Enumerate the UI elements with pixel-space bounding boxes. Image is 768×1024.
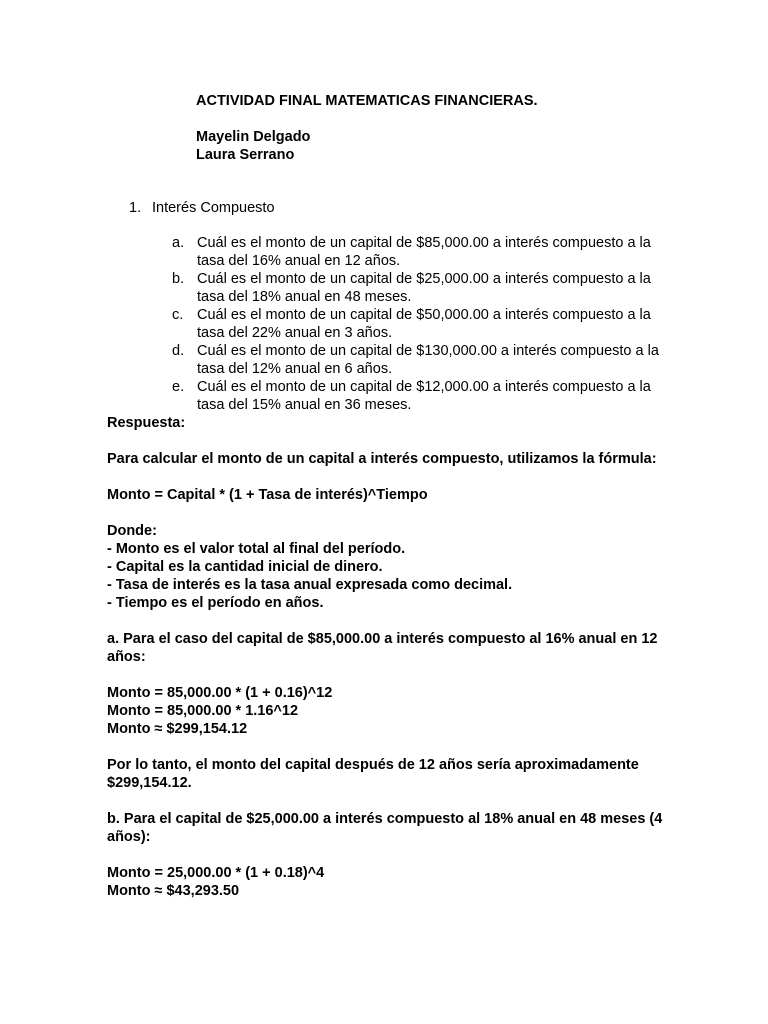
question-item [172,342,672,378]
document-title: ACTIVIDAD FINAL MATEMATICAS FINANCIERAS. [196,93,538,109]
answer-intro: Para calcular el monto de un capital a interés compuesto, utilizamos la fórmula: [107,451,657,467]
definition-item: - Monto es el valor total al final del período. [107,541,406,557]
question-text: Cuál es el monto de un capital de $12,000.00 a interés compuesto a la tasa del 15% anual en 36 meses. [197,379,651,413]
definition-item: - Tasa de interés es la tasa anual expresada como decimal. [107,577,513,593]
author-name: Laura Serrano [196,147,295,163]
calc-step: Monto ≈ $299,154.12 [107,721,248,737]
question-item [172,378,672,414]
document-header [196,92,538,164]
case-a-heading: a. Para el caso del capital de $85,000.00 a interés compuesto al 16% anual en 12 años: [107,631,658,665]
calc-step: Monto = 25,000.00 * (1 + 0.18)^4 [107,865,325,881]
calc-step: Monto = 85,000.00 * (1 + 0.16)^12 [107,685,333,701]
definitions-block [107,522,667,612]
question-letter: d. [172,343,185,359]
case-a-steps [107,684,667,738]
question-list [172,234,672,414]
question-letter: c. [172,307,184,323]
section-title: Interés Compuesto [152,200,275,216]
question-text: Cuál es el monto de un capital de $130,000.00 a interés compuesto a la tasa del 12% anual en 6 años. [197,343,659,377]
question-letter: a. [172,235,185,251]
calc-step: Monto = 85,000.00 * 1.16^12 [107,703,299,719]
author-list [196,128,538,164]
question-item [172,270,672,306]
section-number: 1. [129,200,142,216]
case-b-heading: b. Para el capital de $25,000.00 a interés compuesto al 18% anual en 48 meses (4 años): [107,811,663,845]
question-text: Cuál es el monto de un capital de $85,000.00 a interés compuesto a la tasa del 16% anual en 12 años. [197,235,651,269]
author-name: Mayelin Delgado [196,129,311,145]
section-heading [129,199,689,217]
case-a-conclusion: Por lo tanto, el monto del capital después de 12 años sería aproximadamente $299,154.12. [107,757,639,791]
donde-label: Donde: [107,523,157,539]
answer-section [107,414,667,918]
formula: Monto = Capital * (1 + Tasa de interés)^Tiempo [107,487,428,503]
question-text: Cuál es el monto de un capital de $25,000.00 a interés compuesto a la tasa del 18% anual en 48 meses. [197,271,651,305]
question-text: Cuál es el monto de un capital de $50,000.00 a interés compuesto a la tasa del 22% anual en 3 años. [197,307,651,341]
case-b-steps [107,864,667,900]
answer-label: Respuesta: [107,415,186,431]
calc-step: Monto ≈ $43,293.50 [107,883,240,899]
question-item [172,306,672,342]
definition-item: - Tiempo es el período en años. [107,595,324,611]
question-item [172,234,672,270]
definition-item: - Capital es la cantidad inicial de dinero. [107,559,383,575]
question-letter: b. [172,271,185,287]
question-letter: e. [172,379,185,395]
